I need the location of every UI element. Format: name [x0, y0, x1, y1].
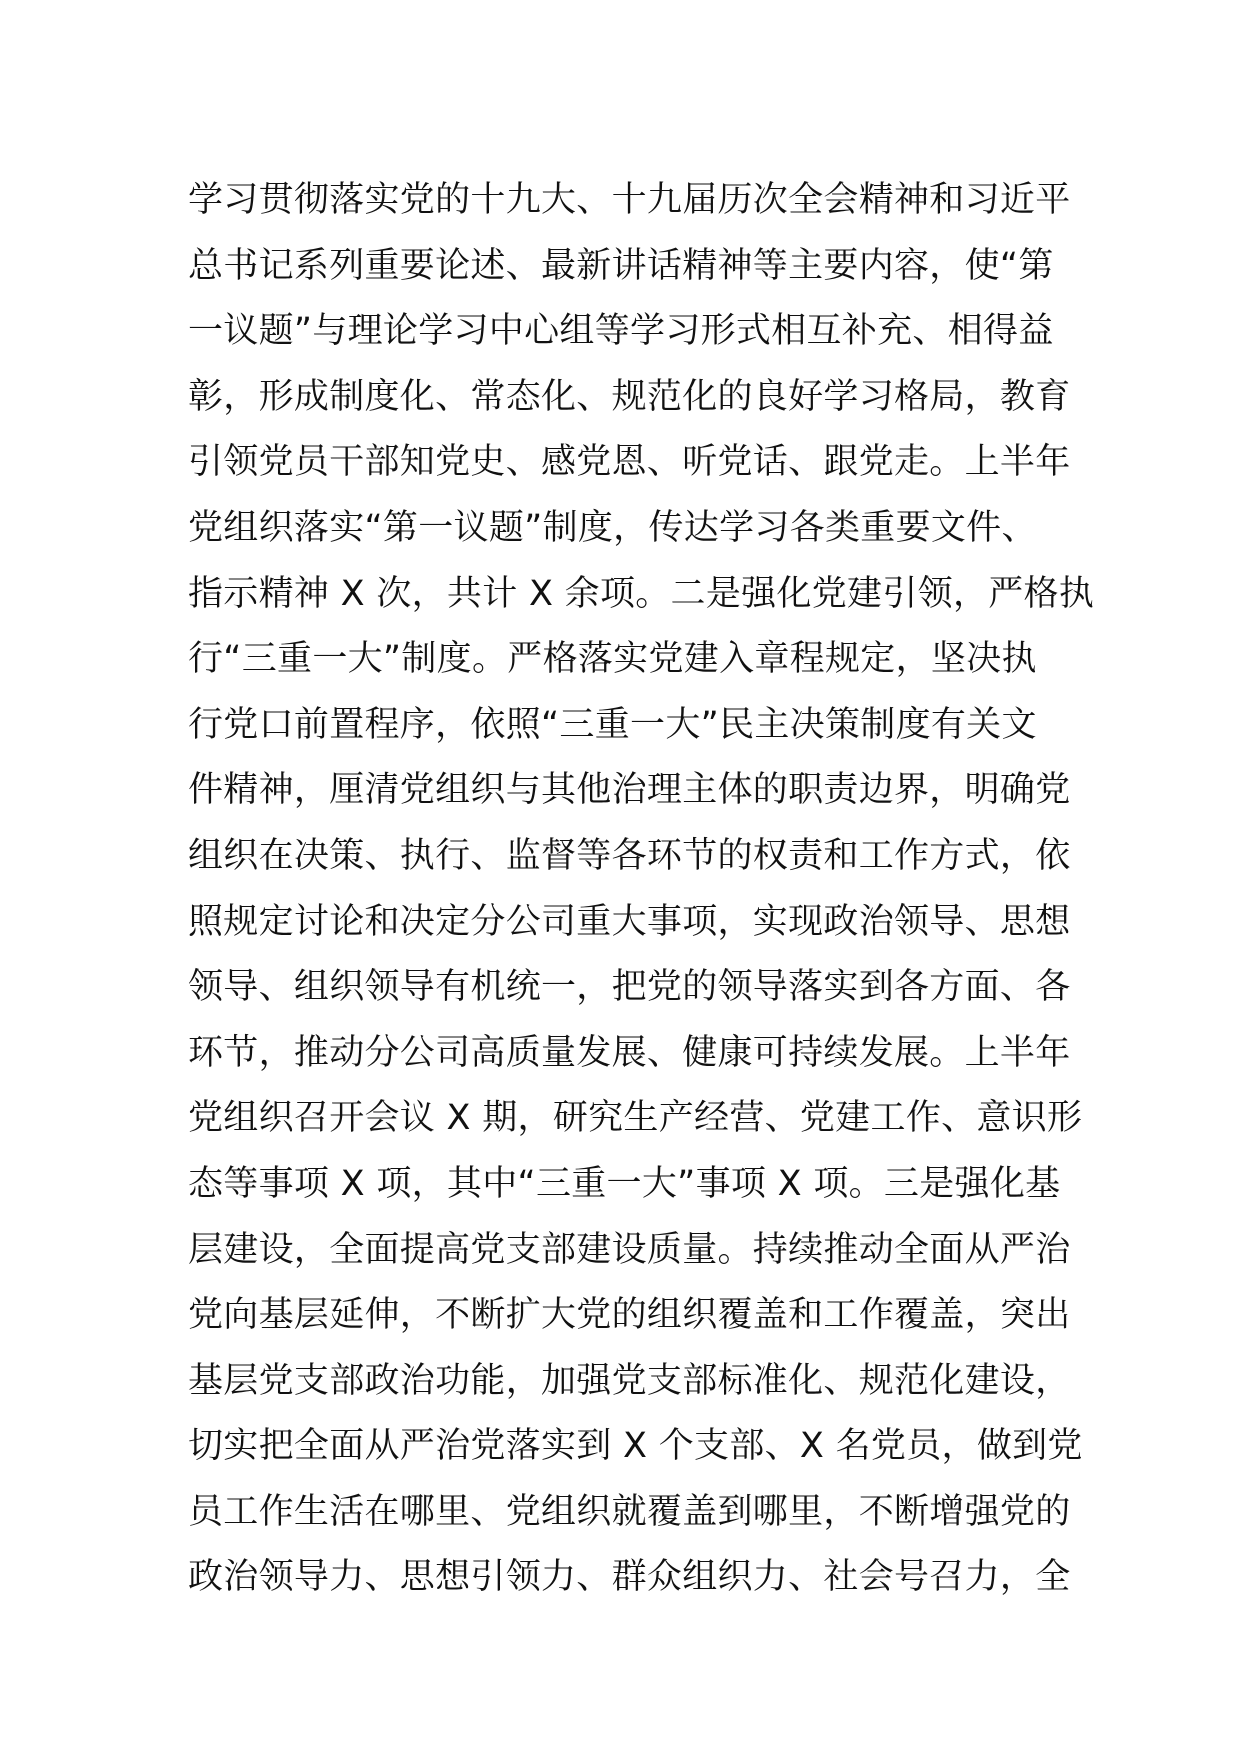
text-line: 件精神，厘清党组织与其他治理主体的职责边界，明确党	[188, 770, 1071, 811]
text-line: 党组织落实“第一议题”制度，传达学习各类重要文件、	[188, 507, 1037, 548]
text-line: 环节，推动分公司高质量发展、健康可持续发展。上半年	[188, 1032, 1071, 1073]
text-line: 照规定讨论和决定分公司重大事项，实现政治领导、思想	[188, 901, 1071, 942]
text-line: 行“三重一大”制度。严格落实党建入章程规定，坚决执	[188, 639, 1037, 680]
text-line: 层建设，全面提高党支部建设质量。持续推动全面从严治	[188, 1229, 1071, 1270]
text-line: 态等事项 X 项，其中“三重一大”事项 X 项。三是强化基	[188, 1163, 1061, 1204]
text-line: 行党口前置程序，依照“三重一大”民主决策制度有关文	[188, 704, 1037, 745]
text-line: 彰，形成制度化、常态化、规范化的良好学习格局，教育	[188, 376, 1071, 417]
text-line: 一议题”与理论学习中心组等学习形式相互补充、相得益	[188, 311, 1054, 352]
text-line: 基层党支部政治功能，加强党支部标准化、规范化建设，	[188, 1360, 1071, 1401]
body-text	[188, 168, 1095, 1611]
text-line: 指示精神 X 次，共计 X 余项。二是强化党建引领，严格执	[188, 573, 1095, 614]
text-line: 组织在决策、执行、监督等各环节的权责和工作方式，依	[188, 835, 1071, 876]
text-line: 员工作生活在哪里、党组织就覆盖到哪里，不断增强党的	[188, 1491, 1071, 1532]
text-line: 党向基层延伸，不断扩大党的组织覆盖和工作覆盖，突出	[188, 1295, 1071, 1336]
text-line: 引领党员干部知党史、感党恩、听党话、跟党走。上半年	[188, 442, 1071, 483]
text-line: 学习贯彻落实党的十九大、十九届历次全会精神和习近平	[188, 180, 1071, 220]
text-line: 政治领导力、思想引领力、群众组织力、社会号召力，全	[188, 1557, 1071, 1598]
text-line: 切实把全面从严治党落实到 X 个支部、X 名党员，做到党	[188, 1426, 1083, 1467]
text-line: 党组织召开会议 X 期，研究生产经营、党建工作、意识形	[188, 1098, 1083, 1139]
text-line: 领导、组织领导有机统一，把党的领导落实到各方面、各	[188, 967, 1071, 1008]
text-line: 总书记系列重要论述、最新讲话精神等主要内容，使“第	[188, 245, 1054, 286]
